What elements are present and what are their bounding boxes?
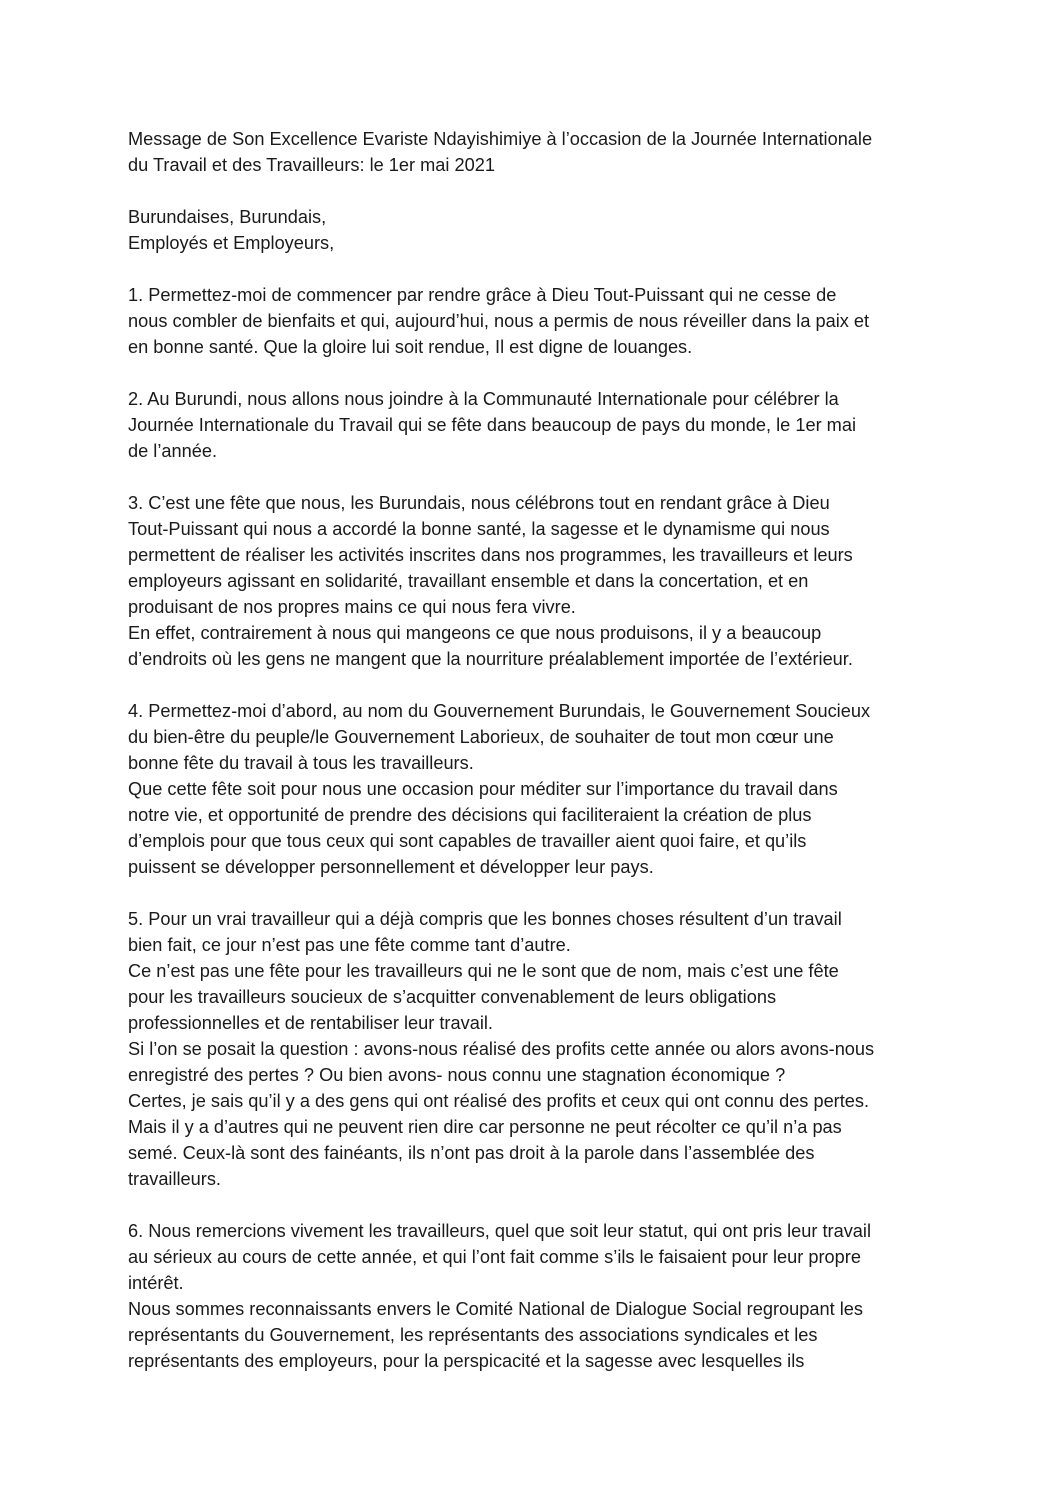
text-line: employeurs agissant en solidarité, travaillant ensemble et dans la concertation, et en (128, 571, 809, 591)
text-line: 6. Nous remercions vivement les travailleurs, quel que soit leur statut, qui ont pris leur travail (128, 1221, 871, 1241)
text-line: représentants du Gouvernement, les représentants des associations syndicales et les (128, 1325, 818, 1345)
paragraph-5 (128, 906, 938, 1192)
text-line: enregistré des pertes ? Ou bien avons- nous connu une stagnation économique ? (128, 1065, 786, 1085)
text-line: notre vie, et opportunité de prendre des décisions qui faciliteraient la création de plus (128, 805, 812, 825)
text-line: 5. Pour un vrai travailleur qui a déjà compris que les bonnes choses résultent d’un travail (128, 909, 842, 929)
paragraph-2 (128, 386, 938, 464)
salutation (128, 204, 938, 256)
text-line: permettent de réaliser les activités inscrites dans nos programmes, les travailleurs et leurs (128, 545, 853, 565)
text-line: de l’année. (128, 441, 217, 461)
text-line: du Travail et des Travailleurs: le 1er mai 2021 (128, 155, 495, 175)
text-line: 3. C’est une fête que nous, les Burundais, nous célébrons tout en rendant grâce à Dieu (128, 493, 830, 513)
text-line: Nous sommes reconnaissants envers le Comité National de Dialogue Social regroupant les (128, 1299, 863, 1319)
text-line: pour les travailleurs soucieux de s’acquitter convenablement de leurs obligations (128, 987, 777, 1007)
text-line: d’emplois pour que tous ceux qui sont capables de travailler aient quoi faire, et qu’ils (128, 831, 807, 851)
document-body (128, 126, 938, 1400)
text-line: d’endroits où les gens ne mangent que la nourriture préalablement importée de l’extérieur. (128, 649, 853, 669)
text-line: intérêt. (128, 1273, 184, 1293)
text-line: Message de Son Excellence Evariste Ndayishimiye à l’occasion de la Journée Internationale (128, 129, 873, 149)
text-line: nous combler de bienfaits et qui, aujourd’hui, nous a permis de nous réveiller dans la paix et (128, 311, 870, 331)
text-line: Que cette fête soit pour nous une occasion pour méditer sur l’importance du travail dans (128, 779, 838, 799)
text-line: du bien-être du peuple/le Gouvernement Laborieux, de souhaiter de tout mon cœur une (128, 727, 834, 747)
document-title (128, 126, 938, 178)
text-line: produisant de nos propres mains ce qui nous fera vivre. (128, 597, 576, 617)
text-line: au sérieux au cours de cette année, et qui l’ont fait comme s’ils le faisaient pour leur propre (128, 1247, 861, 1267)
text-line: 4. Permettez-moi d’abord, au nom du Gouvernement Burundais, le Gouvernement Soucieux (128, 701, 871, 721)
text-line: 2. Au Burundi, nous allons nous joindre à la Communauté Internationale pour célébrer la (128, 389, 839, 409)
text-line: En effet, contrairement à nous qui mangeons ce que nous produisons, il y a beaucoup (128, 623, 822, 643)
text-line: Journée Internationale du Travail qui se fête dans beaucoup de pays du monde, le 1er mai (128, 415, 856, 435)
text-line: Employés et Employeurs, (128, 233, 335, 253)
text-line: 1. Permettez-moi de commencer par rendre grâce à Dieu Tout-Puissant qui ne cesse de (128, 285, 837, 305)
text-line: en bonne santé. Que la gloire lui soit rendue, Il est digne de louanges. (128, 337, 693, 357)
text-line: Ce n’est pas une fête pour les travailleurs qui ne le sont que de nom, mais c’est une fête (128, 961, 839, 981)
text-line: bonne fête du travail à tous les travailleurs. (128, 753, 474, 773)
text-line: représentants des employeurs, pour la perspicacité et la sagesse avec lesquelles ils (128, 1351, 805, 1371)
text-line: travailleurs. (128, 1169, 221, 1189)
paragraph-3 (128, 490, 938, 672)
text-line: semé. Ceux-là sont des fainéants, ils n’ont pas droit à la parole dans l’assemblée des (128, 1143, 815, 1163)
paragraph-4 (128, 698, 938, 880)
text-line: Mais il y a d’autres qui ne peuvent rien dire car personne ne peut récolter ce qu’il n’a pas (128, 1117, 842, 1137)
text-line: Tout-Puissant qui nous a accordé la bonne santé, la sagesse et le dynamisme qui nous (128, 519, 830, 539)
text-line: Si l’on se posait la question : avons-nous réalisé des profits cette année ou alors avons-nous (128, 1039, 875, 1059)
text-line: puissent se développer personnellement et développer leur pays. (128, 857, 654, 877)
text-line: bien fait, ce jour n’est pas une fête comme tant d’autre. (128, 935, 571, 955)
paragraph-6 (128, 1218, 938, 1374)
paragraph-1 (128, 282, 938, 360)
text-line: professionnelles et de rentabiliser leur travail. (128, 1013, 493, 1033)
text-line: Burundaises, Burundais, (128, 207, 327, 227)
text-line: Certes, je sais qu’il y a des gens qui ont réalisé des profits et ceux qui ont connu des pertes. (128, 1091, 870, 1111)
